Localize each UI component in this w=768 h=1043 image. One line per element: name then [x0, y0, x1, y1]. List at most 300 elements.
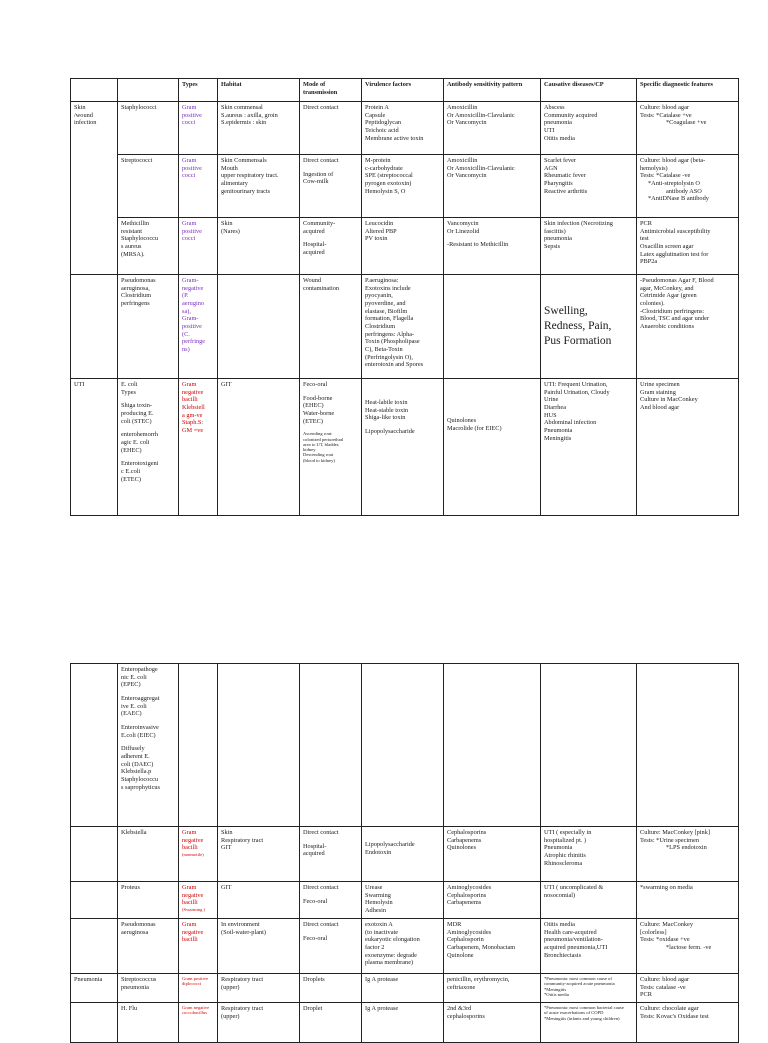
types-cell [179, 379, 218, 516]
cell-line: Klebsiell [182, 404, 205, 412]
bacteria-table-1 [70, 78, 739, 516]
diagnostic-cell [637, 379, 739, 516]
cell-line: PCR [640, 220, 652, 227]
cell-line: Quinolones [447, 417, 477, 424]
cell-line: Or Amoxicillin-Clavulanic [447, 164, 515, 172]
cell-line: Enterotoxigeni [121, 460, 159, 468]
antibody-cell [444, 974, 541, 1003]
cell-line: Carbapenems [447, 899, 482, 907]
header-cell: Types [179, 79, 218, 102]
mode-cell [300, 827, 362, 882]
cell-line: In environment [221, 921, 260, 928]
cell-line: S.epidermis : skin [221, 119, 267, 127]
mode-cell [300, 379, 362, 516]
cell-line: Rhinoscleroma [544, 859, 583, 867]
types-cell [179, 102, 218, 155]
cell-line: Staphylococcu [121, 776, 159, 784]
cell-line: cocci [182, 119, 196, 127]
cell-line: pyoverdine, and [365, 300, 406, 308]
cell-line: Culture: chocolate agar [640, 1005, 699, 1012]
cell-line: penicillin, erythromycin, [447, 976, 510, 983]
cell-line: -Pseudomonas Agar F, Blood [640, 277, 714, 284]
cell-line: Cetrimide Agar (green [640, 292, 697, 300]
table-row [71, 919, 739, 974]
header-row [71, 79, 739, 102]
cell-line: Community acquired [544, 111, 598, 119]
cell-line: AGN [544, 164, 558, 172]
cell-line: Culture in MacConkey [640, 396, 698, 404]
disease-cell [541, 919, 637, 974]
antibody-cell [444, 275, 541, 379]
cell-line: Wound [303, 277, 322, 284]
cell-line: Heat-labile toxin [365, 399, 408, 406]
cell-line: Droplets [303, 976, 325, 983]
habitat-cell [218, 218, 300, 275]
cell-line: Abdominal infection [544, 419, 597, 427]
organism-cell [118, 218, 179, 275]
cell-line: diplococci [182, 981, 202, 987]
table-row [71, 882, 739, 919]
disease-cell [541, 102, 637, 155]
cell-line: *Meningitis [544, 986, 567, 992]
cell-line: Or Vancomycin [447, 119, 487, 127]
cell-line: Enteroinvasive [121, 724, 159, 732]
antibody-cell [444, 155, 541, 218]
cell-line: s saprophyticus [121, 783, 161, 791]
cell-line: community-acquired acute pneumonia [544, 981, 615, 987]
cell-line: factor 2 [365, 944, 385, 952]
cell-line: Gram [182, 884, 197, 891]
cell-line: (C. [182, 330, 190, 338]
cell-line: producing E. [121, 410, 154, 418]
cell-line: Gram negative [182, 1005, 210, 1010]
cell-line: Aminoglycosides [447, 884, 492, 891]
cell-line: Hemolysin [365, 899, 393, 907]
cell-line: Shiga toxin- [121, 402, 152, 410]
header-cell: Habitat [218, 79, 300, 102]
cell-line: Heat-stable toxin [365, 406, 409, 414]
mode-cell [300, 882, 362, 919]
cell-line: Gram [182, 381, 197, 388]
cell-line: Hemolysin S, O [365, 187, 406, 195]
virulence-cell [362, 974, 444, 1003]
cell-line: Gram staining [640, 388, 676, 396]
habitat-cell [218, 155, 300, 218]
types-cell [179, 919, 218, 974]
cell-line: perfringens: Alpha- [365, 330, 415, 338]
cell-line: Streptococci [121, 157, 153, 164]
antibody-cell [444, 664, 541, 827]
cell-line: Sepsis [544, 243, 561, 251]
types-cell [179, 218, 218, 275]
organism-cell [118, 664, 179, 827]
cell-line: Respiratory tract [221, 836, 264, 844]
cell-line: acquired [303, 850, 325, 858]
cell-line: Direct contact [303, 884, 339, 891]
cell-line: Ingestion of [303, 170, 334, 178]
cell-line: Urine [544, 396, 559, 404]
cell-line: (Nares) [221, 227, 240, 235]
cell-line: Macrolide (for EIEC) [447, 424, 502, 432]
cell-line: Staphylococcu [121, 235, 159, 243]
cell-line: Skin [74, 104, 86, 111]
organism-cell [118, 1003, 179, 1043]
cell-line: (ETEC) [303, 417, 323, 425]
virulence-cell [362, 379, 444, 516]
cell-line: Adhesin [365, 907, 386, 915]
cell-line: negative [182, 284, 204, 292]
cell-line: eukaryotic elongation [365, 936, 420, 944]
cell-line: (ETEC) [121, 475, 141, 483]
cell-line: Hospital- [303, 241, 327, 249]
disease-cell [541, 827, 637, 882]
cell-line: Leucocidin [365, 220, 394, 227]
cell-line: bacilli [182, 936, 198, 944]
antibody-cell [444, 919, 541, 974]
group-cell [71, 827, 118, 882]
cell-line: Swarming [365, 891, 391, 899]
habitat-cell [218, 275, 300, 379]
cell-line: pneumonia/ventilation- [544, 936, 603, 944]
cell-line: E.coli (EIEC) [121, 731, 156, 739]
cell-line: Ig A protease [365, 1005, 399, 1012]
table-row [71, 102, 739, 155]
cell-line: Otitis media [544, 921, 575, 928]
cell-line: PV toxin [365, 235, 388, 243]
cell-line: Or Vancomycin [447, 172, 487, 180]
cell-line: Amoxicillin [447, 104, 478, 111]
cell-line: negative [182, 836, 204, 844]
cell-line: cocci [182, 235, 196, 243]
cell-line: UTI: Frequent Urination, [544, 381, 608, 388]
cell-line: formation, Flagella [365, 315, 414, 323]
cell-line: Redness, Pain, [544, 320, 612, 333]
cell-line: *Otitis media [544, 991, 569, 997]
organism-cell [118, 827, 179, 882]
cell-line: Shiga-like toxin [365, 414, 406, 422]
cell-line: Membrane active toxin [365, 134, 424, 142]
cell-line: Food-borne [303, 394, 333, 402]
cell-line: aeruginosa, [121, 284, 150, 292]
organism-cell [118, 275, 179, 379]
cell-line: Ascending rout: [303, 431, 333, 437]
disease-cell [541, 155, 637, 218]
virulence-cell [362, 218, 444, 275]
cell-line: acquired [303, 249, 325, 257]
cell-line: infection [74, 119, 97, 127]
diagnostic-cell [637, 275, 739, 379]
disease-cell [541, 275, 637, 379]
cell-line: upper respiratory tract. [221, 172, 279, 180]
cell-line: *Pneumonia: most common bacterial cause [544, 1005, 624, 1010]
diagnostic-cell: Culture: MacConkey [colorless] Tests: *oxidase +ve *lactose ferm. -ve [637, 919, 739, 974]
mode-cell [300, 1003, 362, 1043]
table-row [71, 1003, 739, 1043]
cell-line: Respiratory tract [221, 1005, 264, 1012]
cell-line: sa), [182, 307, 191, 315]
cell-line: agic E. coli [121, 439, 150, 447]
cell-line: pyrogen exotoxin) [365, 180, 412, 188]
cell-line: (EPEC) [121, 681, 141, 689]
cell-line: (EHEC) [303, 402, 324, 410]
virulence-cell [362, 275, 444, 379]
organism-cell [118, 155, 179, 218]
types-cell: Gram negative bacilli (Swarming ) [179, 882, 218, 919]
cell-line: Staphylococci [121, 104, 157, 111]
cell-line: positive [182, 227, 202, 235]
cell-line: /wound [74, 111, 93, 119]
cell-line: pyocyanin, [365, 292, 393, 300]
cell-line: Mouth [221, 164, 238, 172]
cell-line: *Meningitis (infants and young children) [544, 1015, 620, 1021]
cell-line: And blood agar [640, 404, 680, 412]
habitat-cell [218, 664, 300, 827]
cell-line: enterohemorrh [121, 431, 159, 439]
cell-line: Skin [221, 829, 233, 836]
habitat-cell [218, 102, 300, 155]
cell-line: (EAEC) [121, 710, 142, 718]
cell-line: Staph.S: [182, 419, 204, 427]
cell-line: (EHEC) [121, 446, 142, 454]
virulence-cell [362, 827, 444, 882]
types-cell [179, 155, 218, 218]
cell-line: Cephalosporins [447, 829, 487, 836]
header-cell [118, 79, 179, 102]
cell-line: Pneumonia [544, 427, 573, 435]
cell-line: GM =ve [182, 427, 204, 435]
header-cell: Causative diseases/CP [541, 79, 637, 102]
cell-line: s aureus [121, 243, 142, 251]
cell-line: Gram [182, 921, 197, 928]
cell-line: hospitalized pt. ) [544, 836, 587, 844]
disease-cell [541, 882, 637, 919]
cell-line: Enteropathoge [121, 666, 158, 673]
cell-line: aerugino [182, 300, 205, 308]
cell-line: Protein A [365, 104, 389, 111]
cell-line: contamination [303, 284, 340, 292]
cell-line: Klebsiella [121, 829, 147, 836]
diagnostic-cell [637, 882, 739, 919]
cell-line: Direct contact [303, 104, 339, 111]
diagnostic-cell [637, 218, 739, 275]
table-row [71, 974, 739, 1003]
cell-line: Gram- [182, 277, 199, 284]
cell-line: Lipopolysaccharide [365, 428, 415, 436]
cell-line: positive [182, 323, 202, 331]
cell-line: Endotoxin [365, 848, 392, 856]
cell-line: Tests: Kovac's Oxidase test [640, 1012, 709, 1020]
cell-line: enterotoxin and Spores [365, 361, 424, 369]
table-row [71, 664, 739, 827]
antibody-cell [444, 218, 541, 275]
cell-line: MDR [447, 921, 462, 928]
cell-line: S.aureus : axilla, groin [221, 111, 278, 119]
cell-line: Lipopolysaccharide [365, 841, 415, 848]
organism-cell [118, 379, 179, 516]
disease-cell [541, 379, 637, 516]
cell-line: bacilli [182, 844, 198, 852]
cell-line: (Perfringolysin O), [365, 353, 413, 361]
cell-line: Community- [303, 220, 336, 227]
cell-line: Toxin (Phospholipase [365, 338, 420, 346]
cell-line: negative [182, 388, 204, 396]
table-row [71, 827, 739, 882]
cell-line: adherent E. [121, 753, 150, 761]
cell-line: Meningitis [544, 434, 572, 442]
cell-line: -Resistant to Methicillin [447, 241, 509, 249]
cell-line: Pseudomonas [121, 921, 156, 928]
cell-line: test [640, 235, 649, 243]
cell-line: Descending rout [303, 452, 334, 458]
cell-line: Droplet [303, 1005, 323, 1012]
habitat-cell [218, 974, 300, 1003]
cell-line: Gram [182, 829, 197, 836]
cell-line: Clostridium [365, 323, 396, 331]
cell-line: Gram- [182, 315, 199, 323]
types-cell [179, 275, 218, 379]
header-cell: Mode of transmission [300, 79, 362, 102]
cell-line: bacilli [182, 396, 198, 404]
cell-line: M-protein [365, 157, 391, 164]
cell-line: coli (DAEC) [121, 760, 154, 768]
types-cell: Gram negative bacilli (nonmotile) [179, 827, 218, 882]
cell-line: (upper) [221, 983, 240, 991]
types-cell [179, 974, 218, 1003]
cell-line: Hospital- [303, 842, 327, 850]
cell-line: fasciitis) [544, 227, 566, 235]
cell-line: cephalosporins [447, 1012, 485, 1020]
cell-line: (MRSA). [121, 250, 145, 258]
habitat-cell [218, 1003, 300, 1043]
organism-cell [118, 974, 179, 1003]
antibody-cell [444, 882, 541, 919]
cell-line: Gram positive [182, 976, 209, 981]
cell-line: nic E. coli [121, 673, 147, 681]
cell-line: Otitis media [544, 134, 575, 142]
cell-line: Feco-oral [303, 934, 328, 942]
mode-cell [300, 102, 362, 155]
cell-line: Rheumatic fever [544, 172, 586, 180]
cell-line: Feco-oral [303, 897, 328, 905]
cell-line: Pus Formation [544, 334, 612, 347]
cell-line: acquired pneumonia,UTI [544, 944, 608, 952]
cell-line: Pseudomonas [121, 277, 156, 284]
cell-line: SPE (streptococcal [365, 172, 413, 180]
cell-line: Skin infection (Necrotizing [544, 220, 613, 227]
cell-line: GIT [221, 381, 232, 388]
cell-line: negative [182, 891, 204, 899]
cell-line: negative [182, 928, 204, 936]
cell-line: pneumonia [544, 235, 572, 243]
antibody-cell [444, 1003, 541, 1043]
virulence-cell [362, 919, 444, 974]
mode-cell [300, 919, 362, 974]
cell-line: Antimicrobial susceptibility [640, 227, 711, 235]
cell-line: Painful Urination, Cloudy [544, 388, 610, 396]
group-cell [71, 275, 118, 379]
cell-line: pneumonia [544, 119, 572, 127]
cell-line: Exotoxins include [365, 284, 411, 292]
antibody-cell [444, 102, 541, 155]
cell-line: Teichoic acid [365, 127, 399, 135]
cell-line: Quinolone [447, 951, 474, 959]
cell-line: Gram [182, 104, 197, 111]
cell-line: Direct contact [303, 829, 339, 836]
habitat-cell [218, 882, 300, 919]
cell-line: Reactive arthritis [544, 187, 588, 195]
cell-line: positive [182, 111, 202, 119]
virulence-cell [362, 882, 444, 919]
cell-line: pneumonia [121, 983, 149, 991]
cell-line: c E.coli [121, 468, 141, 476]
cell-line: *Pneumonia: most common cause of [544, 976, 612, 981]
cell-line: Pneumonia [544, 844, 573, 852]
cell-line: H. Flu [121, 1005, 138, 1012]
cell-line: Skin Commensals [221, 157, 267, 164]
cell-line: Water-borne [303, 410, 335, 418]
cell-line: E. coli [121, 381, 138, 388]
cell-line: Atrophic rhinitis [544, 852, 586, 860]
cell-line: PCR [640, 991, 652, 999]
cell-line: Health care-acquired [544, 928, 597, 936]
cell-line: Clostridium [121, 292, 152, 300]
cell-line: exotoxin A [365, 921, 393, 928]
table-row [71, 379, 739, 516]
organism-cell [118, 919, 179, 974]
cell-line: Pneumonia [74, 976, 103, 983]
cell-line: Urease [365, 884, 383, 891]
cell-line: resistant [121, 227, 142, 235]
header-cell: Virulence factors [362, 79, 444, 102]
cell-line: colonies). [640, 300, 665, 308]
table-row [71, 218, 739, 275]
cell-line: PBP2a [640, 258, 658, 266]
habitat-cell [218, 379, 300, 516]
habitat-cell [218, 827, 300, 882]
cell-line: Enteroaggregat [121, 695, 160, 703]
group-cell [71, 919, 118, 974]
mode-cell [300, 974, 362, 1003]
organism-cell [118, 102, 179, 155]
cell-line: area to UT, bladder, [303, 441, 340, 447]
virulence-cell [362, 664, 444, 827]
group-cell [71, 102, 118, 275]
cell-line: Swelling, [544, 305, 588, 318]
cell-line: plasma membrane) [365, 959, 414, 967]
cell-line: elastase, Biofilm [365, 307, 408, 315]
cell-line: Methicillin [121, 220, 149, 227]
cell-line: of acute exacerbations of COPD [544, 1010, 604, 1016]
diagnostic-cell: Culture: blood agar (beta- hemolysis) Tests: *Catalase -ve *Anti-streptolysin O antibody ASO *AntiDNase B antibody [637, 155, 739, 218]
cell-line: HUS [544, 411, 557, 419]
disease-cell [541, 1003, 637, 1043]
cell-line: Proteus [121, 884, 140, 891]
cell-line: Altered PBP [365, 227, 397, 235]
cell-line: Capsule [365, 111, 386, 119]
cell-line: genitourinary tracts [221, 187, 271, 195]
table-row [71, 275, 739, 379]
cell-line: Respiratory tract [221, 976, 264, 983]
cell-line: UTI ( uncomplicated & [544, 884, 604, 891]
organism-cell [118, 882, 179, 919]
cell-line: (to inactivate [365, 928, 399, 936]
cell-line: 2nd &3rd [447, 1005, 472, 1012]
group-cell [71, 1003, 118, 1043]
group-cell [71, 379, 118, 516]
cell-line: Direct contact [303, 921, 339, 928]
cell-line: Streptococcus [121, 976, 157, 983]
cell-line: -Clostridium perfringens: [640, 307, 705, 315]
